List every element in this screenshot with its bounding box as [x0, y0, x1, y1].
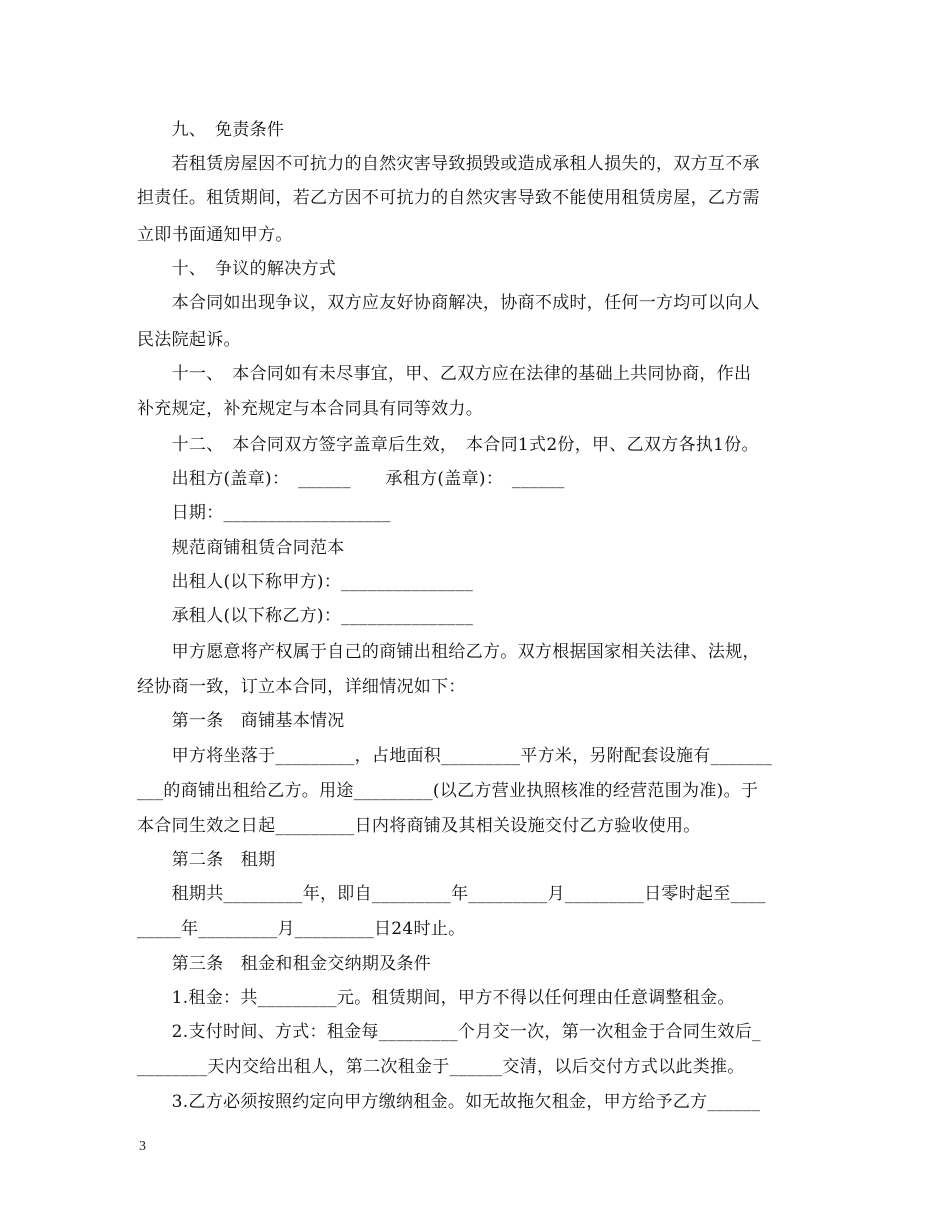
text-line: 担责任。租赁期间，若乙方因不可抗力的自然灾害导致不能使用租赁房屋，乙方需 — [137, 188, 760, 208]
text-line: 本合同生效之日起_________日内将商铺及其相关设施交付乙方验收使用。 — [137, 816, 701, 836]
signature-line: 出租方(盖章)： ______ 承租方(盖章)： ______ — [137, 469, 565, 489]
date-line: 日期：___________________ — [137, 503, 391, 523]
article-heading: 第一条 商铺基本情况 — [137, 711, 345, 731]
text-line: 九、 免责条件 — [137, 120, 285, 140]
section-title: 规范商铺租赁合同范本 — [137, 538, 345, 558]
text-line: 十一、 本合同如有未尽事宜，甲、乙双方应在法律的基础上共同协商，作出 — [137, 364, 752, 384]
text-line: 1.租金：共_________元。租赁期间，甲方不得以任何理由任意调整租金。 — [137, 988, 735, 1008]
text-line: 甲方愿意将产权属于自己的商铺出租给乙方。双方根据国家相关法律、法规， — [137, 642, 760, 662]
text-line: 若租赁房屋因不可抗力的自然灾害导致损毁或造成承租人损失的，双方互不承 — [137, 154, 760, 174]
text-line: 3.乙方必须按照约定向甲方缴纳租金。如无故拖欠租金，甲方给予乙方______ — [137, 1092, 761, 1112]
text-line: 承租人(以下称乙方)：_______________ — [137, 606, 474, 626]
text-line: 2.支付时间、方式：租金每_________个月交一次，第一次租金于合同生效后_ — [137, 1022, 761, 1042]
text-line: ___的商铺出租给乙方。用途_________(以乙方营业执照核准的经营范围为准)。于 — [137, 781, 759, 801]
text-line: 甲方将坐落于_________，占地面积_________平方米，另附配套设施有_______ — [137, 746, 773, 766]
text-line: 十、 争议的解决方式 — [137, 259, 337, 279]
page-number: 3 — [139, 1139, 146, 1154]
text-line: _____年_________月_________日24时止。 — [137, 919, 466, 939]
text-line: 补充规定，补充规定与本合同具有同等效力。 — [137, 399, 483, 419]
text-line: 本合同如出现争议，双方应友好协商解决，协商不成时，任何一方均可以向人 — [137, 293, 760, 313]
text-line: 民法院起诉。 — [137, 330, 241, 350]
text-line: 经协商一致，订立本合同，详细情况如下： — [137, 677, 466, 697]
text-line: ________天内交给出租人，第二次租金于______交清，以后交付方式以此类推。 — [137, 1057, 745, 1077]
text-line: 租期共_________年，即自_________年_________月_________日零时起至____ — [137, 884, 766, 904]
text-line: 立即书面通知甲方。 — [137, 225, 293, 245]
article-heading: 第三条 租金和租金交纳期及条件 — [137, 954, 432, 974]
article-heading: 第二条 租期 — [137, 850, 276, 870]
text-line: 出租人(以下称甲方)：_______________ — [137, 572, 474, 592]
text-line: 十二、 本合同双方签字盖章后生效， 本合同1式2份，甲、乙双方各执1份。 — [137, 435, 759, 455]
